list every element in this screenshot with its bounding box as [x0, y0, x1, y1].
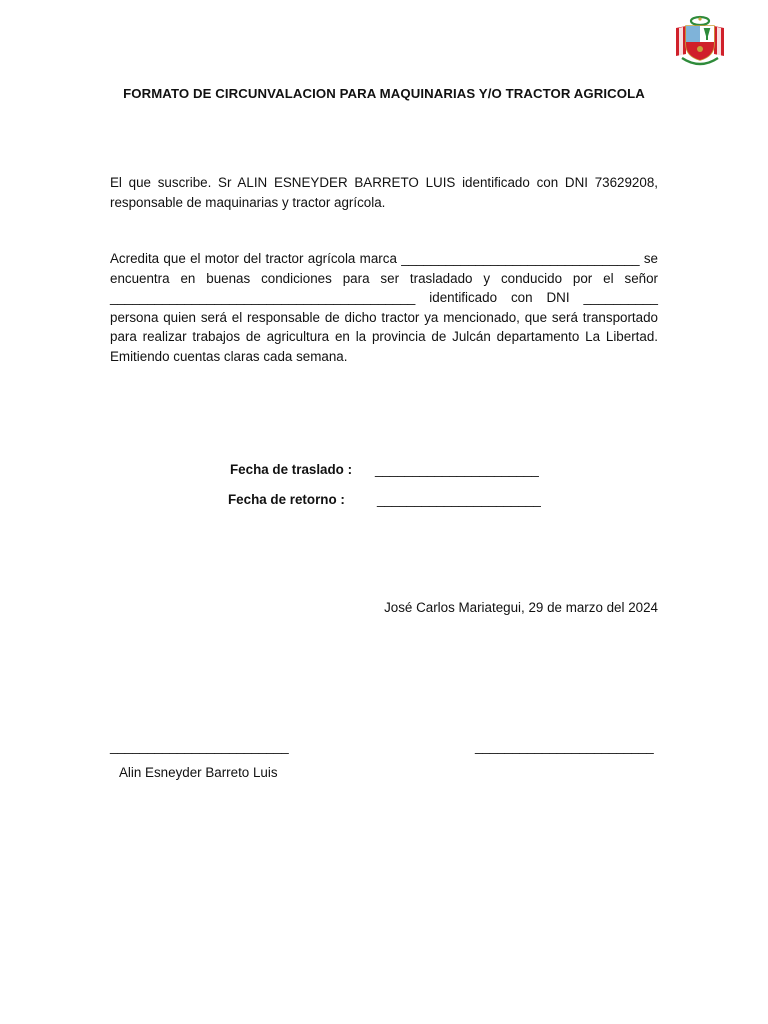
accreditation-part-1: Acredita que el motor del tractor agrícola marca [110, 251, 397, 266]
document-title: FORMATO DE CIRCUNVALACION PARA MAQUINARIAS Y/O TRACTOR AGRICOLA [123, 86, 645, 101]
right-signature-line: ________________________ [475, 739, 654, 754]
declaration-text: El que suscribe. Sr ALIN ESNEYDER BARRETO LUIS identificado con DNI 73629208, responsable de maquinarias y tractor agrícola. [110, 175, 658, 210]
peru-coat-of-arms-icon [672, 14, 728, 70]
transfer-date-label: Fecha de traslado : [230, 462, 353, 477]
accreditation-part-4: persona quien será el responsable de dicho tractor ya mencionado, que será transportado para realizar trabajos de agricultura en la provincia de Julcán departamento La Libertad. Emitiendo cuentas claras cada semana. [110, 309, 658, 364]
accreditation-paragraph [110, 249, 658, 366]
left-signature-line: ________________________ [110, 739, 289, 754]
return-date-label: Fecha de retorno : [228, 492, 345, 507]
place-and-date: José Carlos Mariategui, 29 de marzo del 2024 [384, 600, 658, 615]
accreditation-part-3: identificado con DNI [429, 290, 570, 305]
accreditation-text [110, 249, 658, 366]
accreditation-part-2: se encuentra en buenas condiciones para ser trasladado y conducido por el señor [110, 251, 658, 286]
tractor-brand-blank: ________________________________ [401, 251, 640, 266]
driver-name-blank: _________________________________________ [110, 290, 416, 305]
left-signature-name: Alin Esneyder Barreto Luis [119, 765, 278, 780]
return-date-blank: ______________________ [377, 492, 541, 507]
driver-dni-blank: __________ [583, 290, 658, 305]
transfer-date-blank: ______________________ [375, 462, 539, 477]
declaration-paragraph [110, 173, 658, 212]
